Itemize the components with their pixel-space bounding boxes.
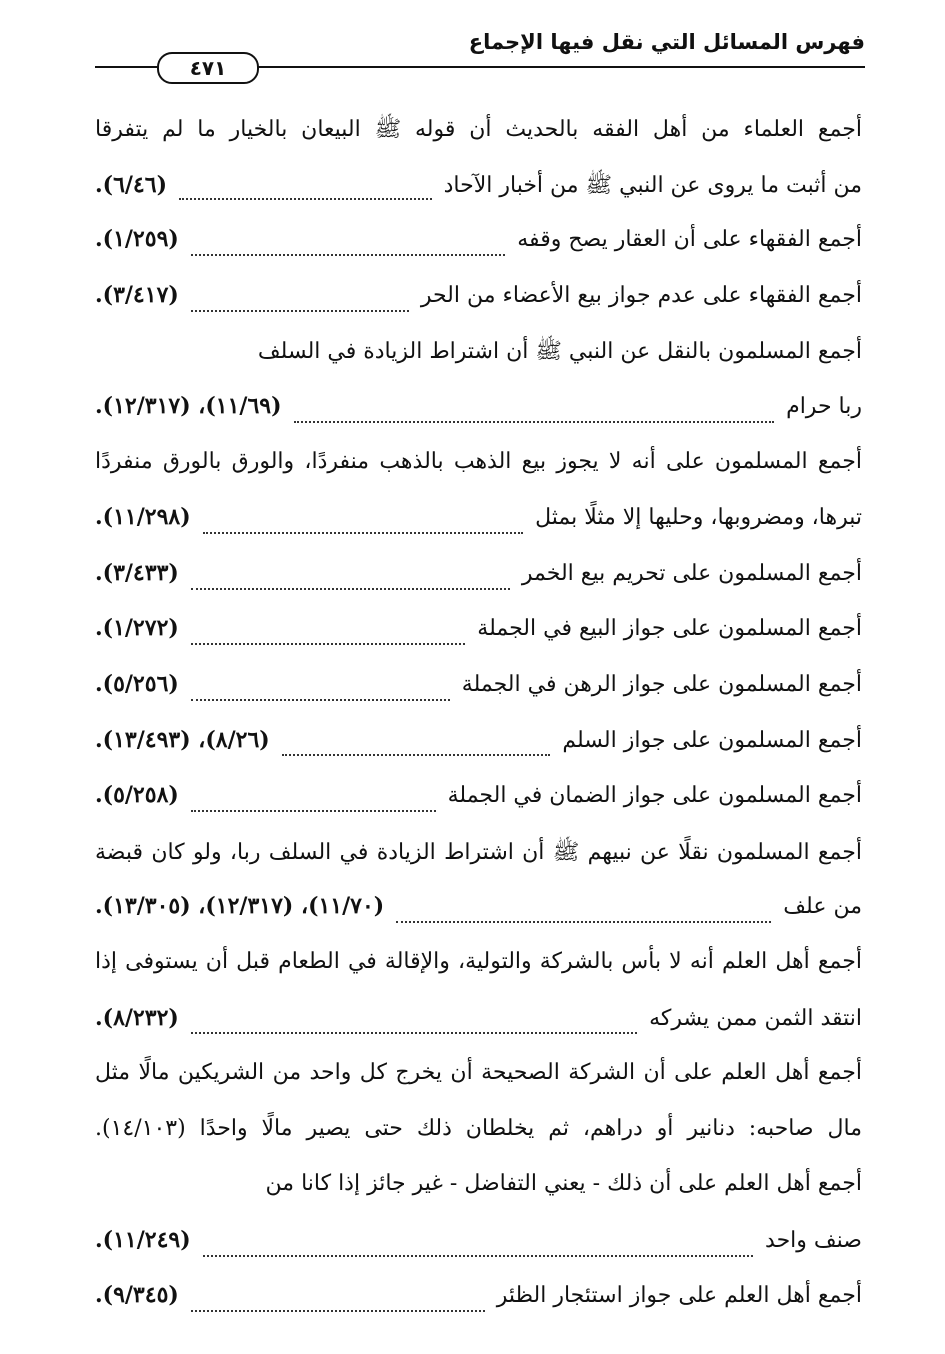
entry-line: [95, 605, 865, 661]
entry-text: أجمع أهل العلم على أن ذلك - يعني التفاضل - غير جائز إذا كانا من: [265, 1171, 862, 1197]
leader-dots: [203, 532, 523, 534]
entry-reference: (٨/٢٣٢).: [95, 1004, 179, 1031]
entry-line: [95, 272, 865, 328]
entry-text: تبرها، ومضروبها، وحليها إلا مثلًا بمثل: [535, 505, 862, 531]
entry-text: أجمع المسلمون بالنقل عن النبي ﷺ أن اشتراط الزيادة في السلف: [257, 339, 862, 365]
entry-text: أجمع المسلمون على جواز الضمان في الجملة: [447, 783, 862, 809]
entry-text: من علف: [783, 894, 862, 920]
entry-line: [95, 383, 865, 439]
entry-text: أجمع العلماء من أهل الفقه بالحديث أن قوله ﷺ البيعان بالخيار ما لم يتفرقا: [95, 117, 863, 142]
entry-reference: (٦/٤٦).: [95, 171, 167, 198]
leader-dots: [396, 921, 771, 923]
entry-text: صنف واحد: [765, 1227, 862, 1253]
entry-text: أجمع المسلمون على جواز السلم: [562, 727, 862, 753]
entry-reference: (٣/٤٣٣).: [95, 559, 179, 586]
leader-dots: [179, 198, 432, 200]
entry-reference: (١١/٧٠)، (١٢/٣١٧)، (١٣/٣٠٥).: [95, 893, 385, 920]
leader-dots: [191, 810, 436, 812]
entry-line: [95, 828, 865, 884]
entry-line: [95, 1272, 865, 1328]
leader-dots: [191, 1310, 485, 1312]
entry-reference: (٣/٤١٧).: [95, 281, 179, 308]
entry-line: [95, 494, 865, 550]
entry-reference: (٥/٢٥٨).: [95, 782, 179, 809]
entry-text: أجمع أهل العلم أنه لا بأس بالشركة والتولية، والإقالة في الطعام قبل أن يستوفى إذا: [95, 948, 862, 974]
entry-reference: (٨/٢٦)، (١٣/٤٩٣).: [95, 726, 270, 753]
entry-text: أجمع المسلمون على جواز الرهن في الجملة: [461, 671, 862, 697]
entry-line: [95, 772, 865, 828]
entry-reference: (١/٢٧٢).: [95, 615, 179, 642]
leader-dots: [191, 1032, 637, 1034]
leader-dots: [191, 254, 505, 256]
entry-text: أجمع أهل العلم على أن الشركة الصحيحة أن يخرج كل واحد من الشريكين مالًا مثل: [95, 1060, 862, 1086]
leader-dots: [191, 588, 510, 590]
entry-line: [95, 550, 865, 606]
entry-text: أجمع الفقهاء على عدم جواز بيع الأعضاء من الحر: [420, 282, 862, 308]
entry-line: [95, 327, 865, 383]
entry-text: انتقد الثمن ممن يشركه: [649, 1005, 862, 1031]
entry-text: أجمع الفقهاء على أن العقار يصح وقفه: [517, 227, 862, 253]
running-title: فهرس المسائل التي نقل فيها الإجماع: [468, 30, 865, 54]
entry-line: [95, 661, 865, 717]
leader-dots: [191, 699, 450, 701]
entry-reference: (١١/٦٩)، (١٢/٣١٧).: [95, 392, 282, 419]
page-header: [95, 20, 865, 80]
entry-line: [95, 883, 865, 939]
leader-dots: [294, 421, 775, 423]
entry-reference: (١/٢٥٩).: [95, 226, 179, 253]
entry-line: [95, 216, 865, 272]
entry-line: [95, 105, 865, 161]
entry-reference: (١١/٢٤٩).: [95, 1226, 191, 1253]
leader-dots: [191, 643, 465, 645]
entry-line: [95, 1050, 865, 1106]
entry-line: [95, 995, 865, 1051]
entry-text: مال صاحبه: دنانير أو دراهم، ثم يخلطان ذلك حتى يصير مالًا واحدًا (١٤/١٠٣).: [95, 1115, 862, 1141]
entry-text: ربا حرام: [786, 393, 862, 419]
entry-line: [95, 161, 865, 217]
entry-line: [95, 1217, 865, 1273]
entry-line: [95, 1106, 865, 1162]
entry-reference: (١١/٢٩٨).: [95, 504, 191, 531]
leader-dots: [191, 310, 409, 312]
entry-text: من أثبت ما يروى عن النبي ﷺ من أخبار الآحاد: [443, 172, 862, 198]
entry-text: أجمع المسلمون على أنه لا يجوز بيع الذهب بالذهب منفردًا، والورق بالورق منفردًا: [95, 448, 862, 474]
entry-line: [95, 1161, 865, 1217]
entry-line: [95, 439, 865, 495]
entry-line: [95, 939, 865, 995]
index-entries: [95, 105, 865, 1328]
entry-reference: (٩/٣٤٥).: [95, 1282, 179, 1309]
entry-text: أجمع المسلمون على جواز البيع في الجملة: [477, 616, 862, 642]
leader-dots: [282, 754, 551, 756]
entry-line: [95, 717, 865, 773]
leader-dots: [203, 1255, 753, 1257]
entry-text: أجمع المسلمون نقلًا عن نبيهم ﷺ أن اشتراط الزيادة في السلف ربا، ولو كان قبضة: [95, 839, 862, 865]
entry-text: أجمع المسلمون على تحريم بيع الخمر: [521, 560, 862, 586]
entry-reference: (٥/٢٥٦).: [95, 670, 179, 697]
entry-text: أجمع أهل العلم على جواز استئجار الظئر: [496, 1283, 862, 1309]
page-number: ٤٧١: [157, 52, 259, 84]
